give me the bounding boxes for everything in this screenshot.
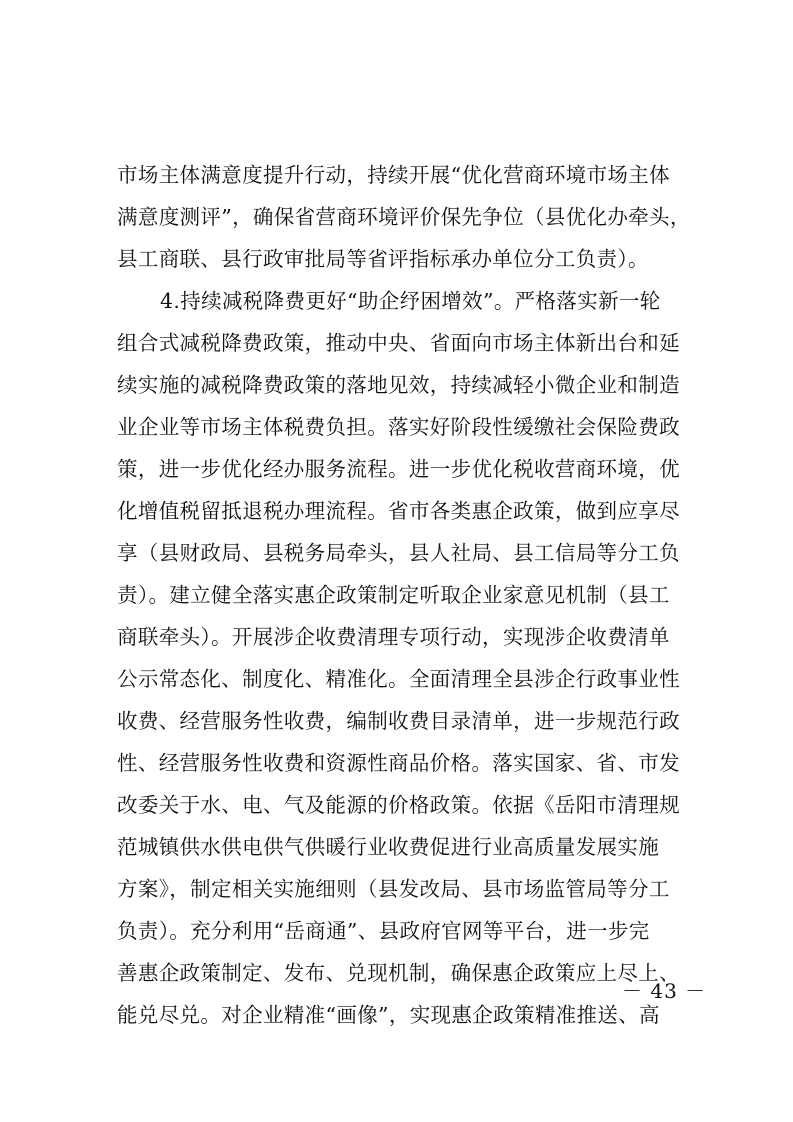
- body-text-line: 公示常态化、制度化、精准化。全面清理全县涉企行政事业性: [117, 667, 680, 691]
- body-text-line: 满意度测评”，确保省营商环境评价保先争位（县优化办牵头，: [117, 205, 691, 229]
- body-text-line: 市场主体满意度提升行动，持续开展“优化营商环境市场主体: [117, 163, 670, 187]
- body-text-line: 负责）。充分利用“岳商通”、县政府官网等平台，进一步完: [117, 919, 650, 943]
- body-text-line: 收费、经营服务性收费，编制收费目录清单，进一步规范行政: [117, 709, 680, 733]
- body-text-line: 商联牵头）。开展涉企收费清理专项行动，实现涉企收费清单: [117, 625, 670, 649]
- body-text-line: 方案》，制定相关实施细则（县发改局、县市场监管局等分工: [117, 877, 670, 901]
- section-heading-line: 4.持续减税降费更好“助企纾困增效”。严格落实新一轮: [160, 289, 661, 313]
- body-text-line: 策，进一步优化经办服务流程。进一步优化税收营商环境，优: [117, 457, 680, 481]
- page-number: － 43 －: [622, 979, 707, 1003]
- body-text-line: 善惠企政策制定、发布、兑现机制，确保惠企政策应上尽上、: [117, 961, 680, 985]
- body-text-line: 化增值税留抵退税办理流程。省市各类惠企政策，做到应享尽: [117, 499, 680, 523]
- body-text-line: 能兑尽兑。对企业精准“画像”，实现惠企政策精准推送、高: [117, 1003, 660, 1027]
- body-text-line: 县工商联、县行政审批局等省评指标承办单位分工负责）。: [117, 247, 649, 271]
- body-text-line: 改委关于水、电、气及能源的价格政策。依据《岳阳市清理规: [117, 793, 680, 817]
- body-text-line: 续实施的减税降费政策的落地见效，持续减轻小微企业和制造: [117, 373, 680, 397]
- body-text-line: 组合式减税降费政策，推动中央、省面向市场主体新出台和延: [117, 331, 680, 355]
- body-text-line: 责）。建立健全落实惠企政策制定听取企业家意见机制（县工: [117, 583, 670, 607]
- body-text-line: 享（县财政局、县税务局牵头，县人社局、县工信局等分工负: [117, 541, 680, 565]
- body-text-line: 范城镇供水供电供气供暖行业收费促进行业高质量发展实施: [117, 835, 660, 859]
- body-text-line: 业企业等市场主体税费负担。落实好阶段性缓缴社会保险费政: [117, 415, 680, 439]
- body-text-line: 性、经营服务性收费和资源性商品价格。落实国家、省、市发: [117, 751, 680, 775]
